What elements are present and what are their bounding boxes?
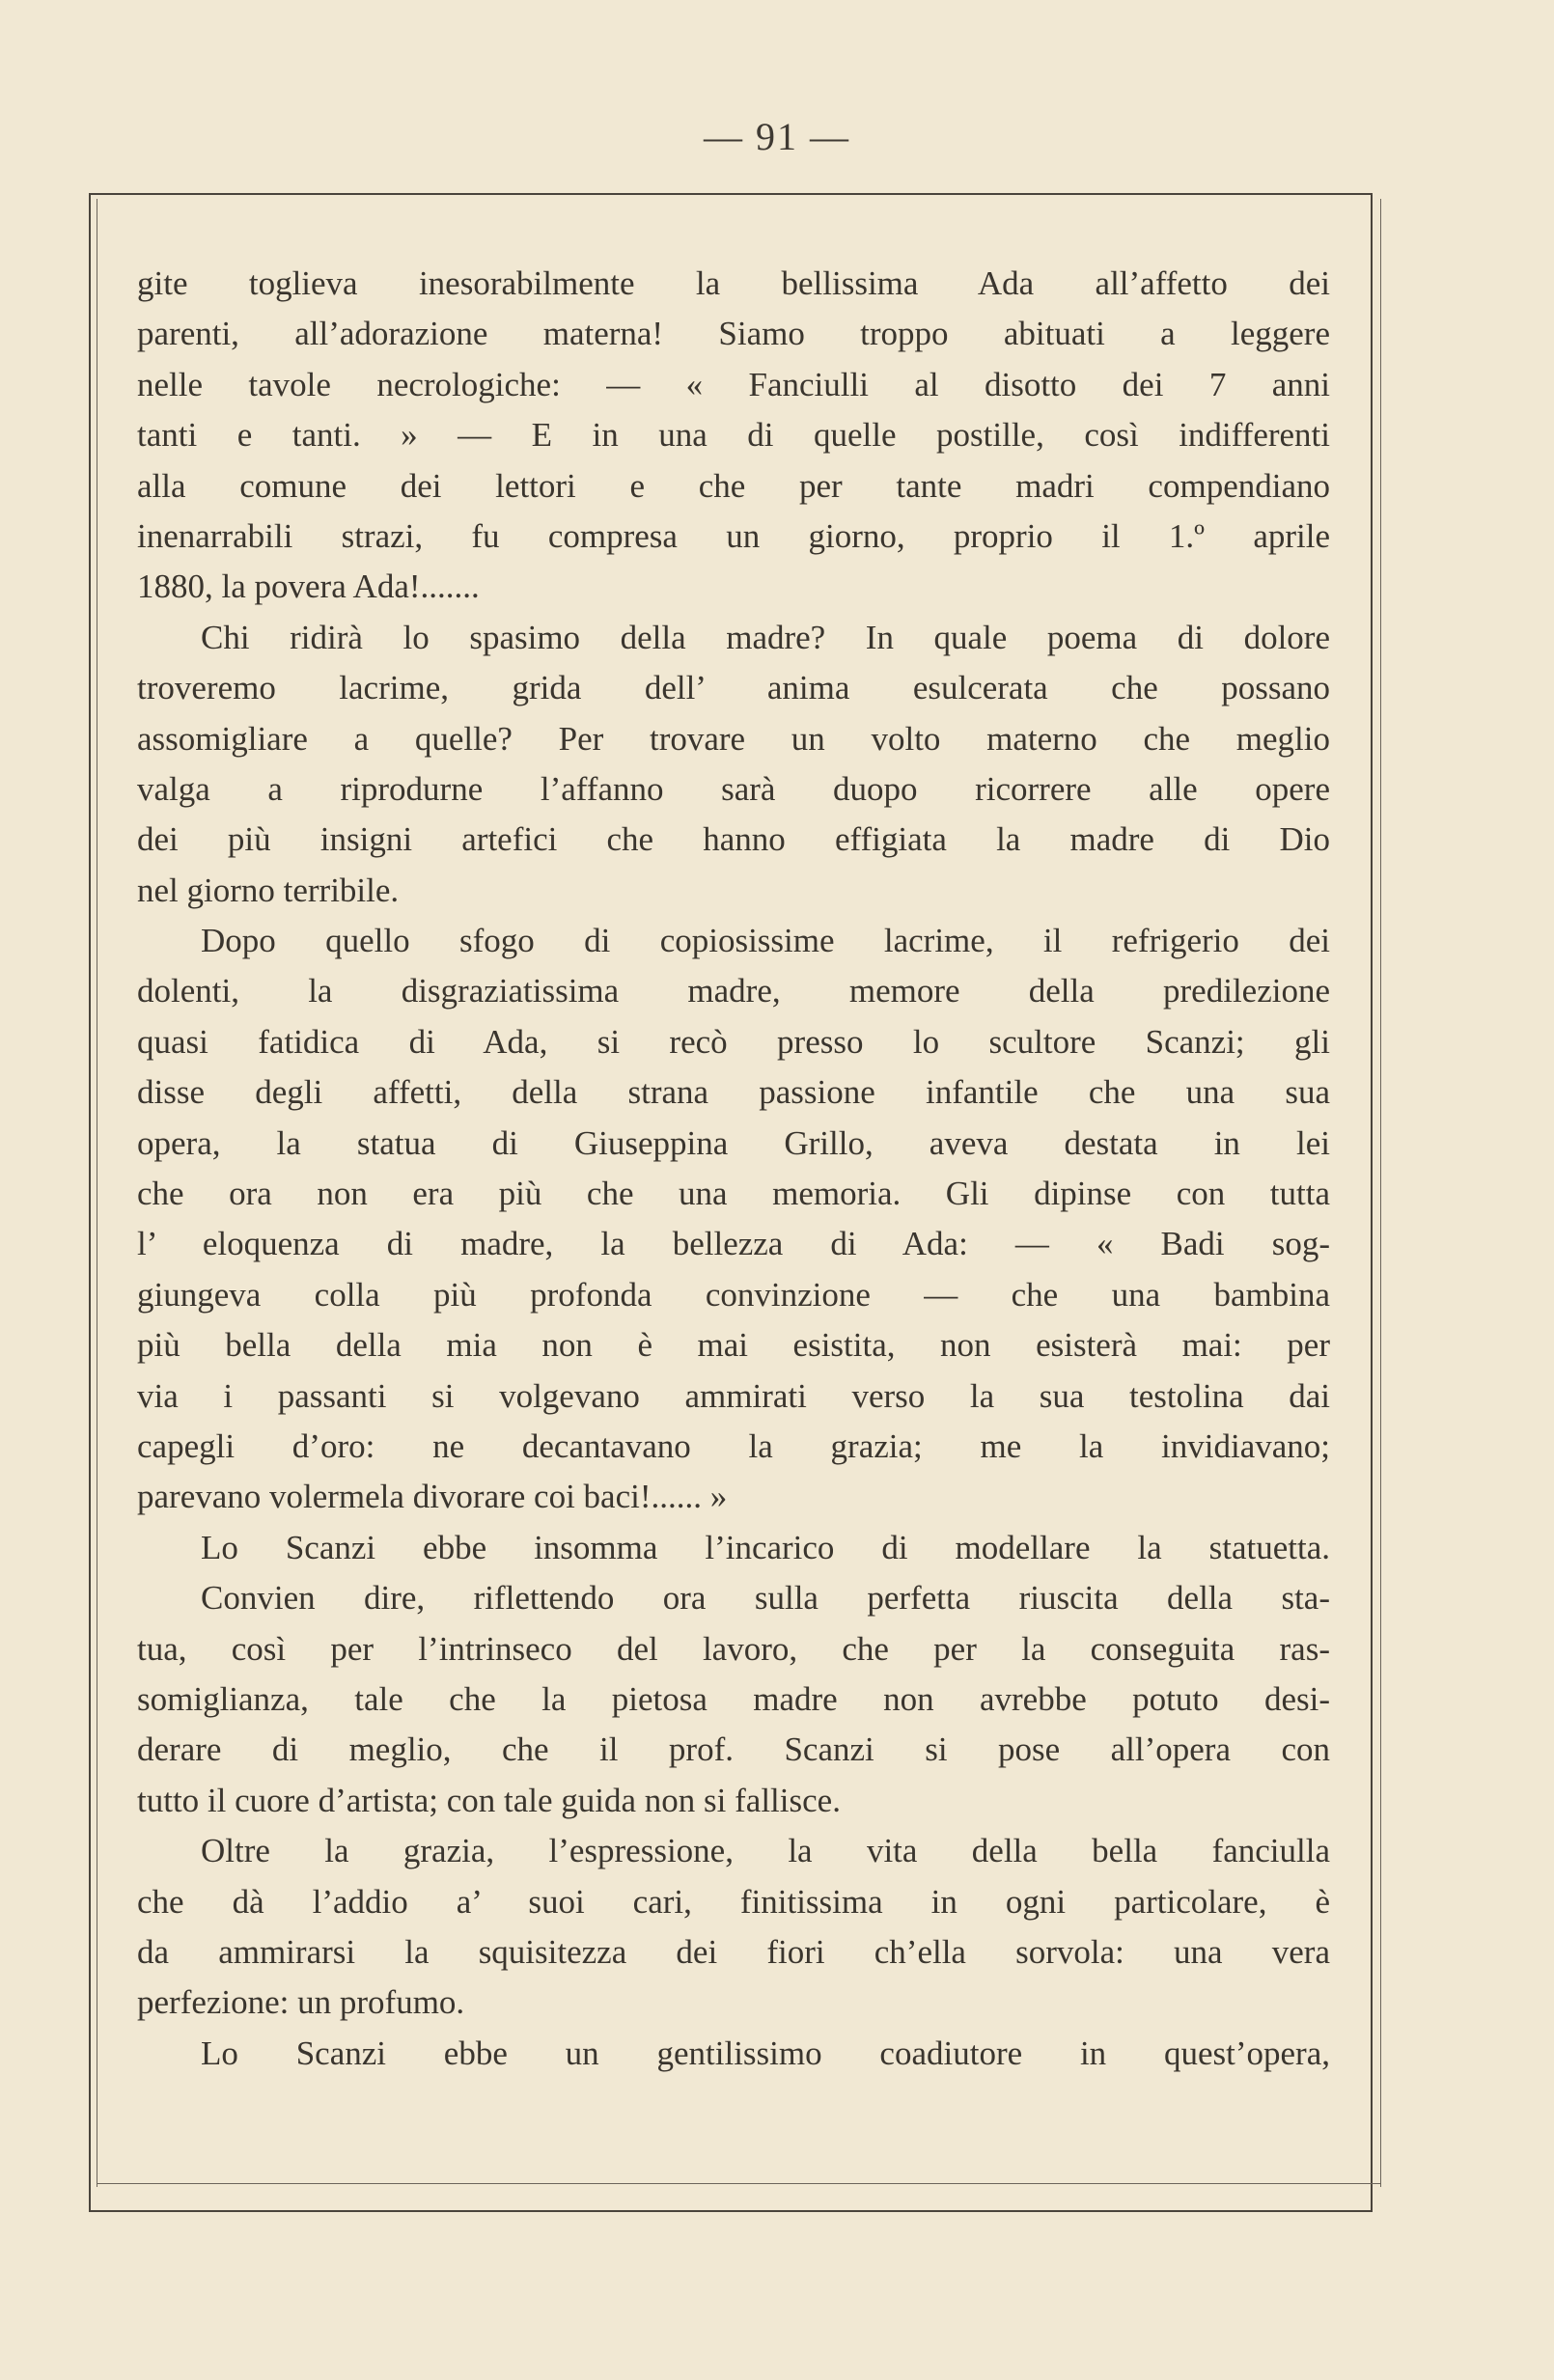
text-line: che dà l’addio a’ suoi cari, finitissima in ogni particolare, è [137, 1882, 1330, 1921]
text-line: dolenti, la disgraziatissima madre, memore della predilezione [137, 972, 1330, 1010]
text-line: l’ eloquenza di madre, la bellezza di Ada: — « Badi sog- [137, 1225, 1330, 1263]
page-number: — 91 — [704, 115, 850, 158]
text-line: tanti e tanti. » — E in una di quelle postille, così indifferenti [137, 416, 1330, 455]
text-line: più bella della mia non è mai esistita, non esisterà mai: per [137, 1326, 1330, 1365]
text-line: Chi ridirà lo spasimo della madre? In quale poema di dolore [201, 618, 1330, 656]
text-line: valga a riprodurne l’affanno sarà duopo ricorrere alle opere [137, 769, 1330, 808]
text-line: inenarrabili strazi, fu compresa un giorno, proprio il 1.º aprile [137, 516, 1330, 555]
text-line: nel giorno terribile. [137, 871, 400, 909]
text-line: dei più insigni artefici che hanno effigiata la madre di Dio [137, 820, 1330, 859]
text-line: assomigliare a quelle? Per trovare un volto materno che meglio [137, 719, 1330, 758]
text-line: nelle tavole necrologiche: — « Fanciulli al disotto dei 7 anni [137, 365, 1330, 403]
text-line: Lo Scanzi ebbe insomma l’incarico di modellare la statuetta. [201, 1528, 1330, 1566]
text-line: troveremo lacrime, grida dell’ anima esulcerata che possano [137, 669, 1330, 707]
text-line: tua, così per l’intrinseco del lavoro, che per la conseguita ras- [137, 1629, 1330, 1668]
text-line: parenti, all’adorazione materna! Siamo troppo abituati a leggere [137, 315, 1330, 353]
frame-right-rule [1371, 193, 1373, 2212]
body-text [137, 259, 1330, 2079]
text-line: che ora non era più che una memoria. Gli dipinse con tutta [137, 1175, 1330, 1213]
frame-left-rule [89, 193, 91, 2212]
text-line: derare di meglio, che il prof. Scanzi si pose all’opera con [137, 1730, 1330, 1769]
text-line: capegli d’oro: ne decantavano la grazia; me la invidiavano; [137, 1426, 1330, 1465]
frame-top-rule [89, 193, 1373, 195]
text-line: 1880, la povera Ada!....... [137, 567, 480, 606]
text-line: via i passanti si volgevano ammirati verso la sua testolina dai [137, 1376, 1330, 1415]
text-line: Dopo quello sfogo di copiosissime lacrime, il refrigerio dei [201, 922, 1330, 960]
text-line: perfezione: un profumo. [137, 1983, 465, 2022]
text-line: disse degli affetti, della strana passione infantile che una sua [137, 1073, 1330, 1112]
text-line: Lo Scanzi ebbe un gentilissimo coadiutore in quest’opera, [201, 2034, 1330, 2072]
text-line: gite toglieva inesorabilmente la bellissima Ada all’affetto dei [137, 264, 1330, 302]
inner-bottom-rule [97, 2183, 1380, 2184]
text-line: da ammirarsi la squisitezza dei fiori ch’ella sorvola: una vera [137, 1932, 1330, 1971]
inner-right-rule [1380, 199, 1381, 2187]
text-line: opera, la statua di Giuseppina Grillo, aveva destata in lei [137, 1123, 1330, 1162]
text-line: quasi fatidica di Ada, si recò presso lo scultore Scanzi; gli [137, 1022, 1330, 1061]
text-line: Oltre la grazia, l’espressione, la vita della bella fanciulla [201, 1832, 1330, 1870]
text-line: somiglianza, tale che la pietosa madre non avrebbe potuto desi- [137, 1679, 1330, 1718]
text-line: giungeva colla più profonda convinzione — che una bambina [137, 1275, 1330, 1314]
frame-bottom-rule [89, 2210, 1373, 2212]
text-line: tutto il cuore d’artista; con tale guida non si fallisce. [137, 1781, 841, 1819]
text-line: parevano volermela divorare coi baci!...... » [137, 1478, 728, 1516]
text-line: alla comune dei lettori e che per tante madri compendiano [137, 466, 1330, 505]
text-line: Convien dire, riflettendo ora sulla perfetta riuscita della sta- [201, 1579, 1330, 1618]
